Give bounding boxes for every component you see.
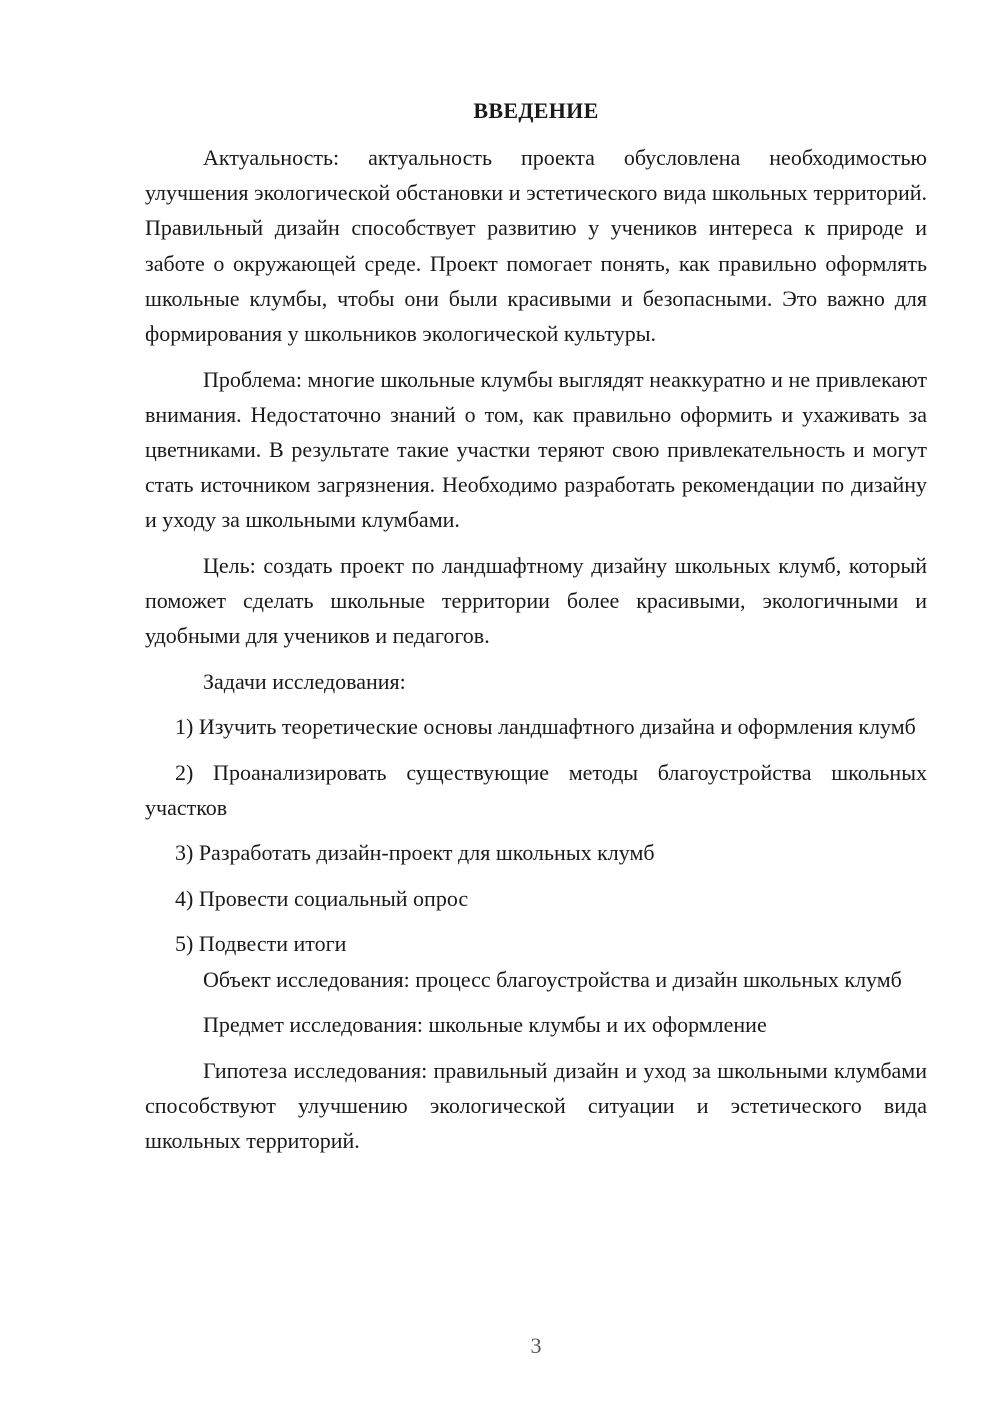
hypothesis-paragraph: Гипотеза исследования: правильный дизайн и уход за школьными клумбами способствуют улучшению экологической ситуации и эстетического вида школьных территорий. bbox=[145, 1057, 927, 1154]
task-item-2: 2) Проанализировать существующие методы благоустройства школьных участков bbox=[145, 759, 927, 820]
relevance-paragraph: Актуальность: актуальность проекта обусловлена необходимостью улучшения экологической обстановки и эстетического вида школьных территорий. Правильный дизайн способствует развитию у учеников интереса к природе и заботе о окружающей среде. Проект помогает понять, как правильно оформлять школьные клумбы, чтобы они были красивыми и безопасными. Это важно для формирования у школьников экологической культуры. bbox=[145, 145, 927, 347]
task-item-4: 4) Провести социальный опрос bbox=[175, 885, 469, 911]
goal-paragraph: Цель: создать проект по ландшафтному дизайну школьных клумб, который поможет сделать школьные территории более красивыми, экологичными и удобными для учеников и педагогов. bbox=[145, 552, 927, 649]
page-number: 3 bbox=[530, 1333, 542, 1358]
object-paragraph: Объект исследования: процесс благоустройства и дизайн школьных клумб bbox=[203, 966, 902, 992]
section-heading: ВВЕДЕНИЕ bbox=[473, 98, 599, 123]
document-body bbox=[145, 140, 927, 1158]
tasks-heading: Задачи исследования: bbox=[203, 668, 406, 694]
subject-paragraph: Предмет исследования: школьные клумбы и их оформление bbox=[203, 1012, 767, 1038]
task-item-1: 1) Изучить теоретические основы ландшафтного дизайна и оформления клумб bbox=[175, 714, 916, 740]
task-item-5: 5) Подвести итоги bbox=[175, 931, 347, 957]
task-item-3: 3) Разработать дизайн-проект для школьных клумб bbox=[175, 840, 655, 866]
problem-paragraph: Проблема: многие школьные клумбы выглядят неаккуратно и не привлекают внимания. Недостаточно знаний о том, как правильно оформить и ухаживать за цветниками. В результате такие участки теряют свою привлекательность и могут стать источником загрязнения. Необходимо разработать рекомендации по дизайну и уходу за школьными клумбами. bbox=[145, 366, 927, 533]
